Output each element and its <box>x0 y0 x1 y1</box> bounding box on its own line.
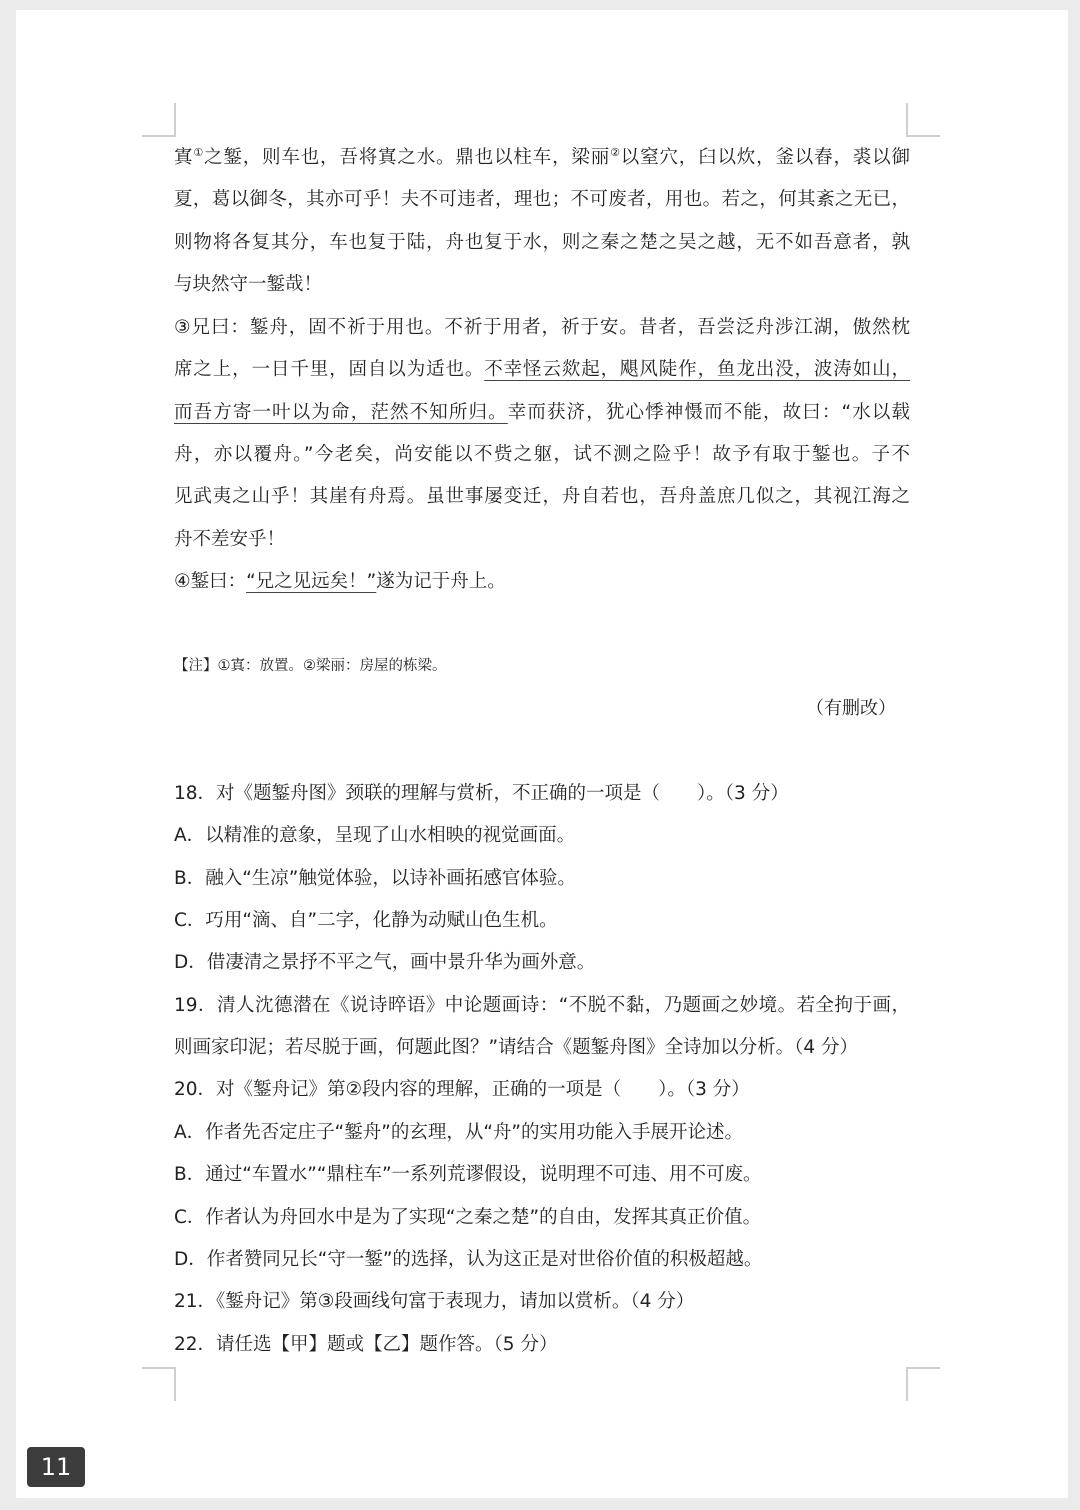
crop-mark-top-left <box>142 103 176 137</box>
passage-line-8: 舟，亦以覆舟。”今老矣，尚安能以不赀之躯，试不测之险乎！故予有取于錾也。子不 <box>174 444 910 465</box>
passage-line-1: 寘①之錾，则车也，吾将寘之水。鼎也以柱车，梁丽②以窒穴，臼以炊，釜以舂，裘以御 <box>174 146 910 168</box>
passage-line-2: 夏，葛以御冬，其亦可乎！夫不可违者，理也；不可废者，用也。若之，何其紊之无已， <box>174 189 910 210</box>
passage-line-7: 而吾方寄一叶以为命，茫然不知所归。幸而获济，犹心悸神慑而不能，故曰：“水以载 <box>174 402 910 423</box>
passage-line-3: 则物将各复其分，车也复于陆，舟也复于水，则之秦之楚之吴之越，无不如吾意者，孰 <box>174 232 910 253</box>
question-22: 22．请任选【甲】题或【乙】题作答。（5 分） <box>174 1334 558 1355</box>
question-18-option-d: D．借凄清之景抒不平之气，画中景升华为画外意。 <box>174 952 596 973</box>
passage-line-4: 与块然守一錾哉！ <box>174 274 323 295</box>
question-20-option-b: B．通过“车置水”“鼎柱车”一系列荒谬假设，说明理不可违、用不可废。 <box>174 1164 762 1185</box>
passage-line-5: ③兄曰：錾舟，固不祈于用也。不祈于用者，祈于安。昔者，吾尝泛舟涉江湖，傲然枕 <box>174 317 910 338</box>
passage-line-11: ④錾曰：“兄之见远矣！”遂为记于舟上。 <box>174 571 506 592</box>
question-20: 20．对《錾舟记》第②段内容的理解，正确的一项是（ ）。（3 分） <box>174 1079 750 1100</box>
crop-mark-bottom-right <box>906 1367 940 1401</box>
crop-mark-bottom-left <box>142 1367 176 1401</box>
question-18-option-c: C．巧用“滴、自”二字，化静为动赋山色生机。 <box>174 910 558 931</box>
question-18-option-b: B．融入“生凉”触觉体验，以诗补画拓感官体验。 <box>174 868 576 889</box>
question-19-line-1: 19．清人沈德潜在《说诗晬语》中论题画诗：“不脱不黏，乃题画之妙境。若全拘于画， <box>174 995 910 1016</box>
question-18: 18．对《题錾舟图》颈联的理解与赏析，不正确的一项是（ ）。（3 分） <box>174 783 789 804</box>
crop-mark-top-right <box>906 103 940 137</box>
page-number-badge: 11 <box>27 1447 85 1487</box>
passage-line-10: 舟不差安乎！ <box>174 529 286 550</box>
question-18-option-a: A．以精准的意象，呈现了山水相映的视觉画面。 <box>174 825 576 846</box>
question-20-option-a: A．作者先否定庄子“錾舟”的玄理，从“舟”的实用功能入手展开论述。 <box>174 1122 743 1143</box>
question-20-option-d: D．作者赞同兄长“守一錾”的选择，认为这正是对世俗价值的积极超越。 <box>174 1249 763 1270</box>
passage-line-6: 席之上，一日千里，固自以为适也。不幸怪云欻起，飓风陡作，鱼龙出没，波涛如山， <box>174 359 910 380</box>
underlined-sentence-part-2: 而吾方寄一叶以为命，茫然不知所归。 <box>174 402 508 423</box>
question-19-line-2: 则画家印泥；若尽脱于画，何题此图？”请结合《题錾舟图》全诗加以分析。（4 分） <box>174 1037 858 1058</box>
underlined-sentence-part-1: 不幸怪云欻起，飓风陡作，鱼龙出没，波涛如山， <box>484 359 910 380</box>
footnote: 【注】①寘：放置。②梁丽：房屋的栋梁。 <box>174 658 447 674</box>
question-21: 21．《錾舟记》第③段画线句富于表现力，请加以赏析。（4 分） <box>174 1291 695 1312</box>
passage-line-9: 见武夷之山乎！其崖有舟焉。虽世事屡变迁，舟自若也，吾舟盖庶几似之，其视江海之 <box>174 486 910 507</box>
question-20-option-c: C．作者认为舟回水中是为了实现“之秦之楚”的自由，发挥其真正价值。 <box>174 1207 762 1228</box>
source-note: （有删改） <box>806 698 896 719</box>
underlined-quote: “兄之见远矣！” <box>246 571 377 592</box>
